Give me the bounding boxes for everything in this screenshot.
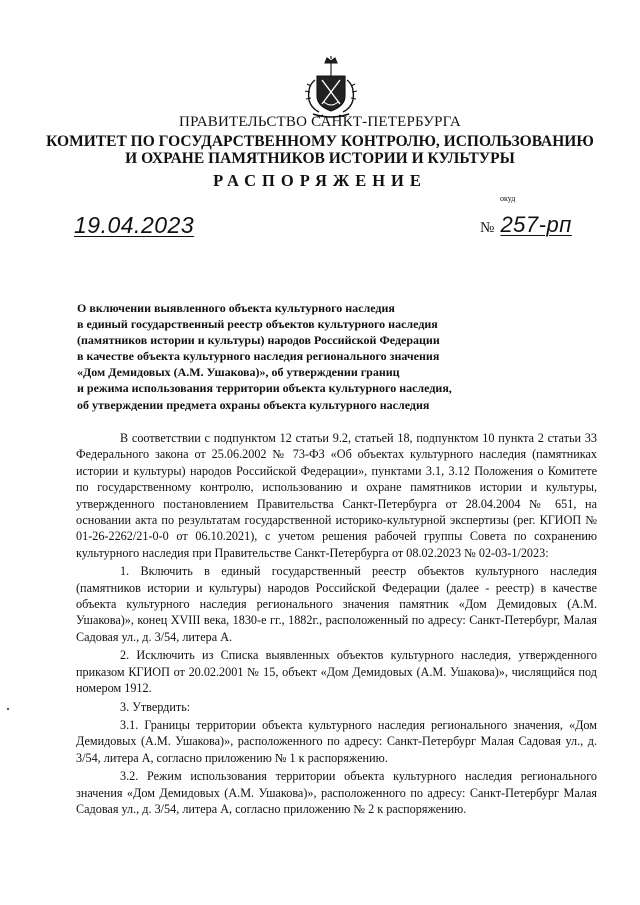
committee-title-line: И ОХРАНЕ ПАМЯТНИКОВ ИСТОРИИ И КУЛЬТУРЫ (125, 150, 515, 167)
document-number (480, 212, 572, 238)
document-date: 19.04.2023 (74, 212, 195, 238)
subject-line: О включении выявленного объекта культурного наследия (77, 301, 395, 315)
body-paragraph: 2. Исключить из Списка выявленных объектов культурного наследия, утвержденного приказом КГИОП от 20.02.2001 № 15, объект «Дом Демидовых (А.М. Ушакова)», числящийся под номером 1912. (76, 648, 597, 696)
body-paragraph: В соответствии с подпунктом 12 статьи 9.2, статьей 18, подпунктом 10 пункта 2 статьи 33 Федерального закона от 25.06.2002 № 73-ФЗ «Об объектах культурного наследия (памятниках истории и культуры) народов Российской Федерации», пунктами 3.1, 3.12 Положения о Комитете по государственному контролю, использованию и охране памятников истории и культуры, утвержденного постановлением Правительства Санкт-Петербурга от 28.04.2004 № 651, на основании акта по результатам государственной историко-культурной экспертизы (рег. КГИОП № 01-26-2262/21-0-0 от 06.10.2021), с учетом решения рабочей группы Совета по сохранению культурного наследия при Правительстве Санкт-Петербурга от 08.02.2023 № 02-03-1/2023: (76, 431, 597, 560)
subject-line: в единый государственный реестр объектов культурного наследия (77, 317, 438, 332)
number-value: 257-рп (500, 212, 572, 237)
committee-title (0, 133, 640, 167)
scan-artifact (7, 708, 9, 710)
document-subject (77, 300, 517, 413)
document-type: РАСПОРЯЖЕНИЕ (213, 171, 427, 190)
okud-label: окуд (500, 194, 516, 203)
subject-line: в качестве объекта культурного наследия регионального значения (77, 349, 440, 364)
body-paragraph: 3.2. Режим использования территории объекта культурного наследия регионального значения «Дом Демидовых (А.М. Ушакова)», расположенного по адресу: Санкт-Петербург Малая Садовая ул., д. 3/54, литера А, согласно приложению № 2 к распоряжению. (76, 769, 597, 816)
body-paragraph: 3. Утвердить: (120, 699, 191, 714)
body-paragraph: 3.1. Границы территории объекта культурного наследия регионального значения, «Дом Демидовых (А.М. Ушакова)», расположенного по адресу: Санкт-Петербург Малая Садовая ул., д. 3/54, литера А, согласно приложению № 1 к распоряжению. (76, 717, 597, 765)
subject-line: (памятников истории и культуры) народов Российской Федерации (77, 333, 440, 348)
number-sign: № (480, 220, 495, 236)
body-paragraph: 1. Включить в единый государственный реестр объектов культурного наследия (памятников истории и культуры) народов Российской Федерации (далее - реестр) в качестве объекта культурного наследия регионального значения памятник «Дом Демидовых (А.М. Ушакова)», конец XVIII века, 1830-е гг., 1882г., расположенный по адресу: Санкт-Петербург, Малая Садовая ул., д. 3/54, литера А. (76, 564, 597, 644)
government-title: ПРАВИТЕЛЬСТВО САНКТ-ПЕТЕРБУРГА (179, 114, 461, 130)
subject-line: об утверждении предмета охраны объекта культурного наследия (77, 397, 430, 412)
coat-of-arms-icon (303, 56, 359, 120)
subject-line: и режима использования территории объекта культурного наследия, (77, 381, 452, 396)
subject-line: «Дом Демидовых (А.М. Ушакова)», об утверждении границ (77, 365, 400, 380)
committee-title-line: КОМИТЕТ ПО ГОСУДАРСТВЕННОМУ КОНТРОЛЮ, ИСПОЛЬЗОВАНИЮ (46, 133, 594, 150)
document-body (76, 430, 597, 817)
